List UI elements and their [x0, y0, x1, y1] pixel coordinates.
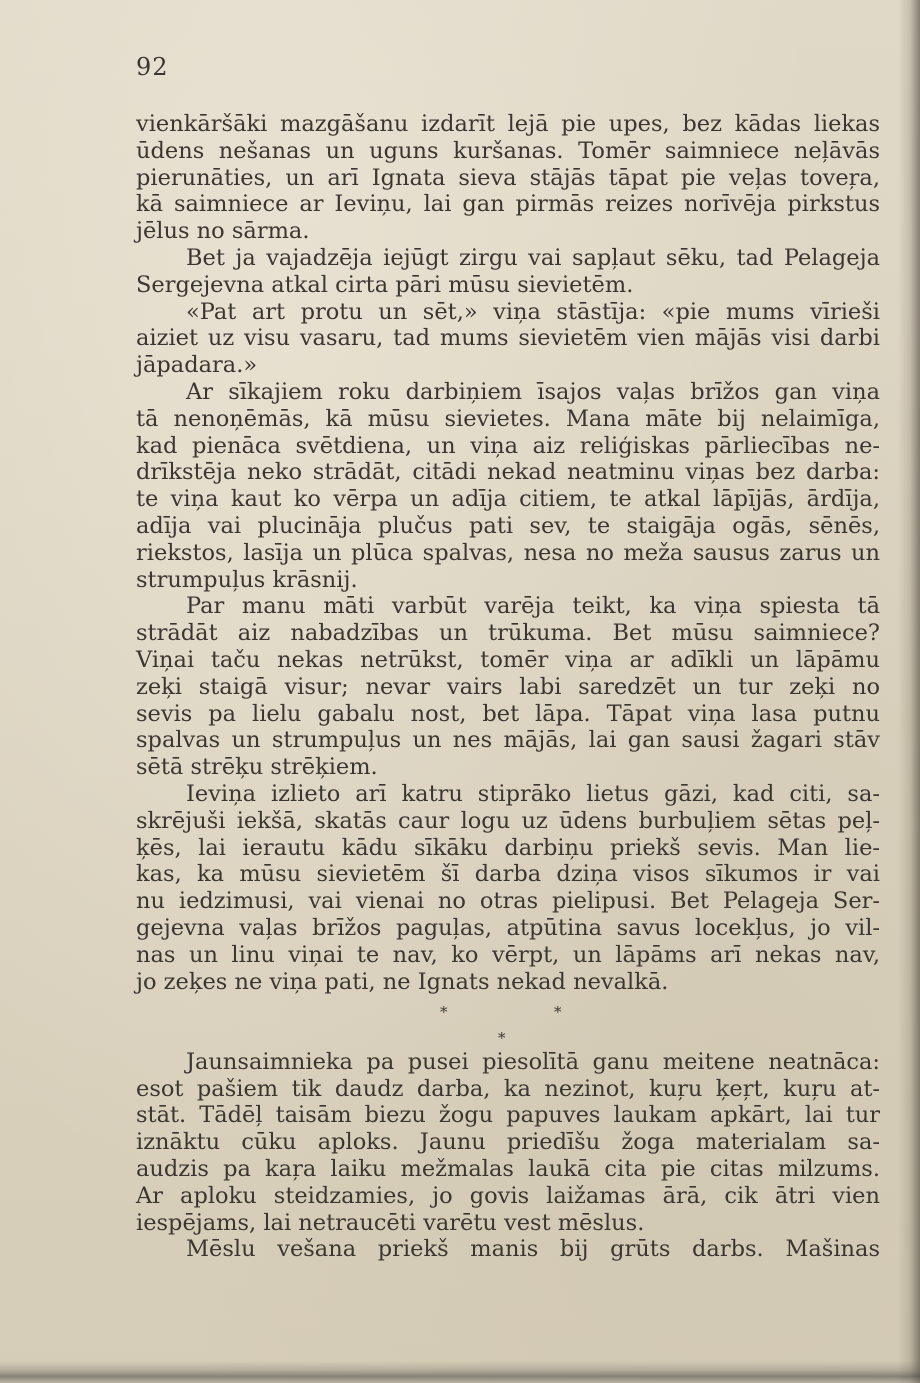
section-break-asterism [136, 995, 880, 1049]
text-line: kad pienāca svētdiena, un viņa aiz reliģiskas pārliecības ne- [136, 432, 880, 459]
page-number: 92 [136, 53, 169, 81]
text-line: kā saimniece ar Ieviņu, lai gan pirmās reizes norīvēja pirkstus [136, 191, 880, 218]
asterisk-icon: * [440, 1003, 448, 1022]
text-line: iespējams, lai netraucēti varētu vest mēslus. [136, 1209, 645, 1236]
paragraph-first-line: Par manu māti varbūt varēja teikt, ka viņa spiesta tā [186, 593, 880, 620]
paragraph-first-line: Jaunsaimnieka pa pusei piesolītā ganu meitene neatnāca: [186, 1048, 880, 1075]
text-line: jēlus no sārma. [136, 218, 310, 245]
text-line: kas, ka mūsu sievietēm šī darba dziņa visos sīkumos ir vai [136, 861, 880, 888]
text-line: Ar aploku steidzamies, jo govis laižamas ārā, cik ātri vien [136, 1182, 880, 1209]
text-line: vienkāršāki mazgāšanu izdarīt lejā pie upes, bez kādas liekas [136, 111, 880, 137]
text-line: strumpuļus krāsnij. [136, 566, 358, 593]
text-line: audzis pa kaŗa laiku mežmalas laukā cita pie citas milzums. [136, 1156, 880, 1183]
text-line: te viņa kaut ko vērpa un adīja citiem, te atkal lāpījās, ārdīja, [136, 486, 880, 513]
text-line: aiziet uz visu vasaru, tad mums sievietēm vien mājās visi darbi [136, 325, 880, 352]
text-line: jāpadara.» [136, 352, 258, 379]
text-line: skrējuši iekšā, skatās caur logu uz ūdens burbuļiem sētas peļ- [136, 807, 880, 834]
page-bottom-edge [0, 1361, 920, 1383]
paragraph-first-line: Ar sīkajiem roku darbiņiem īsajos vaļas brīžos gan viņa [186, 378, 880, 405]
text-line: tā nenoņēmās, kā mūsu sievietes. Mana māte bij nelaimīga, [136, 405, 880, 432]
text-line: spalvas un strumpuļus un nes mājās, lai gan sausi žagari stāv [136, 727, 880, 754]
text-line: pierunāties, un arī Ignata sieva stājās tāpat pie veļas toveŗa, [136, 164, 880, 191]
text-line: iznāktu cūku aploks. Jaunu priedīšu žoga materialam sa- [136, 1129, 880, 1156]
paragraph-first-line: Bet ja vajadzēja iejūgt zirgu vai sapļaut sēku, tad Pelageja [186, 244, 880, 271]
text-line: nas un linu viņai te nav, ko vērpt, un lāpāms arī nekas nav, [136, 941, 880, 968]
page-edge-shadow [898, 0, 920, 1383]
text-line: stāt. Tādēļ taisām biezu žogu papuves laukam apkārt, lai tur [136, 1102, 880, 1129]
paragraph-first-line: «Pat art protu un sēt,» viņa stāstīja: «pie mums vīrieši [186, 298, 880, 325]
text-line: strādāt aiz nabadzības un trūkuma. Bet mūsu saimniece? [136, 620, 880, 647]
text-line: ūdens nešanas un uguns kuršanas. Tomēr saimniece neļāvās [136, 137, 880, 164]
text-line: jo zeķes ne viņa pati, ne Ignats nekad nevalkā. [136, 968, 669, 995]
paragraph-first-line: Mēslu vešana priekš manis bij grūts darbs. Mašinas [186, 1236, 880, 1263]
text-line: ķēs, lai ierautu kādu sīkāku darbiņu priekš sevis. Man lie- [136, 834, 880, 861]
text-line: nu iedzimusi, vai vienai no otras pielipusi. Bet Pelageja Ser- [136, 888, 880, 915]
asterisk-icon: * [554, 1003, 562, 1022]
text-line: esot pašiem tik daudz darba, ka nezinot, kuŗu ķeŗt, kuŗu at- [136, 1075, 880, 1102]
body-text [136, 111, 880, 1263]
paragraph-first-line: Ieviņa izlieto arī katru stiprāko lietus gāzi, kad citi, sa- [186, 780, 880, 807]
text-line: adīja vai plucināja plučus pati sev, te staigāja ogās, sēnēs, [136, 512, 880, 539]
text-line: drīkstēja neko strādāt, citādi nekad neatminu viņas bez darba: [136, 459, 880, 486]
asterisk-icon: * [498, 1029, 506, 1048]
text-line: sevis pa lielu gabalu nost, bet lāpa. Tāpat viņa lasa putnu [136, 700, 880, 727]
text-line: sētā strēķu strēķiem. [136, 754, 378, 781]
text-line: riekstos, lasīja un plūca spalvas, nesa no meža sausus zarus un [136, 539, 880, 566]
text-line: gejevna vaļas brīžos paguļas, atpūtina savus locekļus, jo vil- [136, 914, 880, 941]
text-line: zeķi staigā visur; nevar vairs labi saredzēt un tur zeķi no [136, 673, 880, 700]
text-line: Viņai taču nekas netrūkst, tomēr viņa ar adīkli un lāpāmu [136, 646, 880, 673]
text-line: Sergejevna atkal cirta pāri mūsu sievietēm. [136, 271, 634, 298]
